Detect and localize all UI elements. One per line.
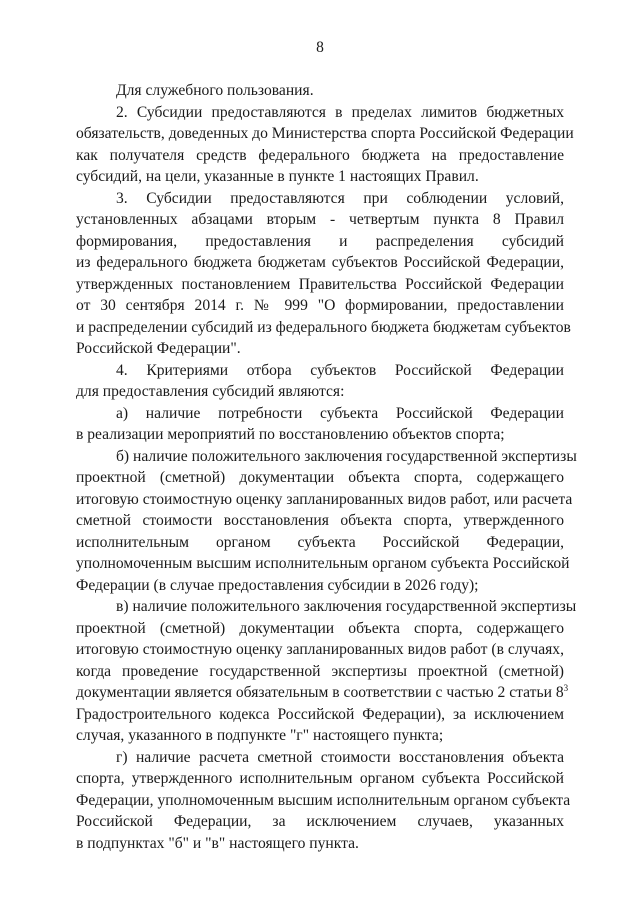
text-line-content: для предоставления субсидий являются: [76,383,345,400]
text-line [76,188,564,210]
text-line [76,790,571,812]
text-line [76,833,564,855]
text-line [76,704,564,726]
text-line-content: Федерации (в случае предоставления субсидии в 2026 году); [76,576,479,594]
text-line-content: в) наличие положительного заключения государственной экспертизы [116,598,577,615]
text-line-content: в подпунктах "б" и "в" настоящего пункта. [76,834,359,852]
text-line-content: формирования, предоставления и распределения субсидий [76,232,564,250]
superscript: 3 [563,683,569,693]
text-line-content: итоговую стоимостную оценку запланированных видов работ, или расчета [76,490,573,508]
text-line-content: спорта, утвержденного исполнительным органом субъекта Российской [76,770,564,787]
text-line-content: уполномоченным высшим исполнительным органом субъекта Российской [76,555,570,572]
text-line-content: когда проведение государственной экспертизы проектной (сметной) [76,662,564,680]
text-line [76,575,564,597]
text-line [76,403,564,425]
text-line [76,446,577,468]
text-line [76,747,564,769]
text-line-content: а) наличие потребности субъекта Российской Федерации [116,404,564,422]
text-line-content: итоговую стоимостную оценку запланированных видов работ (в случаях, [76,641,564,658]
text-line [76,231,564,253]
text-line [76,811,564,833]
text-line-content: случая, указанного в подпункте "г" настоящего пункта; [76,727,444,744]
text-line [76,618,564,640]
page-number: 8 [316,39,324,56]
text-line-content: исполнительным органом субъекта Российской Федерации, [76,533,564,551]
text-line [76,532,564,554]
text-line-content: в реализации мероприятий по восстановлению объектов спорта; [76,426,505,443]
text-line [76,489,573,511]
text-line-content: Российской Федерации, за исключением случаев, указанных [76,813,564,830]
text-line-content: 2. Субсидии предоставляются в пределах лимитов бюджетных [116,103,564,121]
text-line [76,360,564,382]
text-line [76,510,564,532]
document-body [76,80,577,854]
text-line [76,768,564,790]
text-line-content: документации является обязательным в соответствии с частью 2 статьи 8 [76,684,564,701]
text-line-content: проектной (сметной) документации объекта спорта, содержащего [76,469,564,486]
text-line [76,274,564,296]
text-line-content: б) наличие положительного заключения государственной экспертизы [116,447,577,465]
text-line-content: сметной стоимости восстановления объекта спорта, утвержденного [76,512,564,529]
text-line-content: Градостроительного кодекса Российской Федерации), за исключением [76,705,564,723]
text-line [76,338,564,360]
text-line [76,682,569,704]
text-line-content: обязательств, доведенных до Министерства спорта Российской Федерации [76,125,574,142]
text-line-content: из федерального бюджета бюджетам субъектов Российской Федерации, [76,254,564,271]
text-line-content: Федерации, уполномоченным высшим исполнительным органом субъекта [76,791,571,809]
text-line-content: Для служебного пользования. [116,82,314,99]
text-line [76,145,564,167]
text-line [76,596,577,618]
text-line [76,80,564,102]
text-line-content: Российской Федерации". [76,340,241,357]
text-line [76,467,564,489]
text-line-content: и распределении субсидий из федерального бюджета бюджетам субъектов [76,318,571,336]
text-line [76,102,564,124]
text-line-content: 4. Критериями отбора субъектов Российской Федерации [116,361,564,379]
text-line [76,725,564,747]
text-line [76,252,564,274]
text-line [76,661,564,683]
text-line [76,381,564,403]
text-line [76,553,570,575]
text-line [76,317,571,339]
text-line-content: как получателя средств федерального бюджета на предоставление [76,146,564,164]
text-line-content: утвержденных постановлением Правительства Российской Федерации [76,275,564,293]
text-line [76,295,564,317]
text-line-content: от 30 сентября 2014 г. № 999 "О формировании, предоставлении [76,297,564,314]
text-line-content: 3. Субсидии предоставляются при соблюдении условий, [116,189,564,207]
text-line [76,639,564,661]
text-line-content: установленных абзацами вторым - четвертым пункта 8 Правил [76,211,564,228]
text-line [76,166,564,188]
text-line-content: проектной (сметной) документации объекта спорта, содержащего [76,619,564,637]
text-line [76,424,564,446]
text-line-content: субсидий, на цели, указанные в пункте 1 настоящих Правил. [76,168,479,185]
text-line [76,209,564,231]
text-line-content: г) наличие расчета сметной стоимости восстановления объекта [116,748,564,766]
text-line [76,123,574,145]
